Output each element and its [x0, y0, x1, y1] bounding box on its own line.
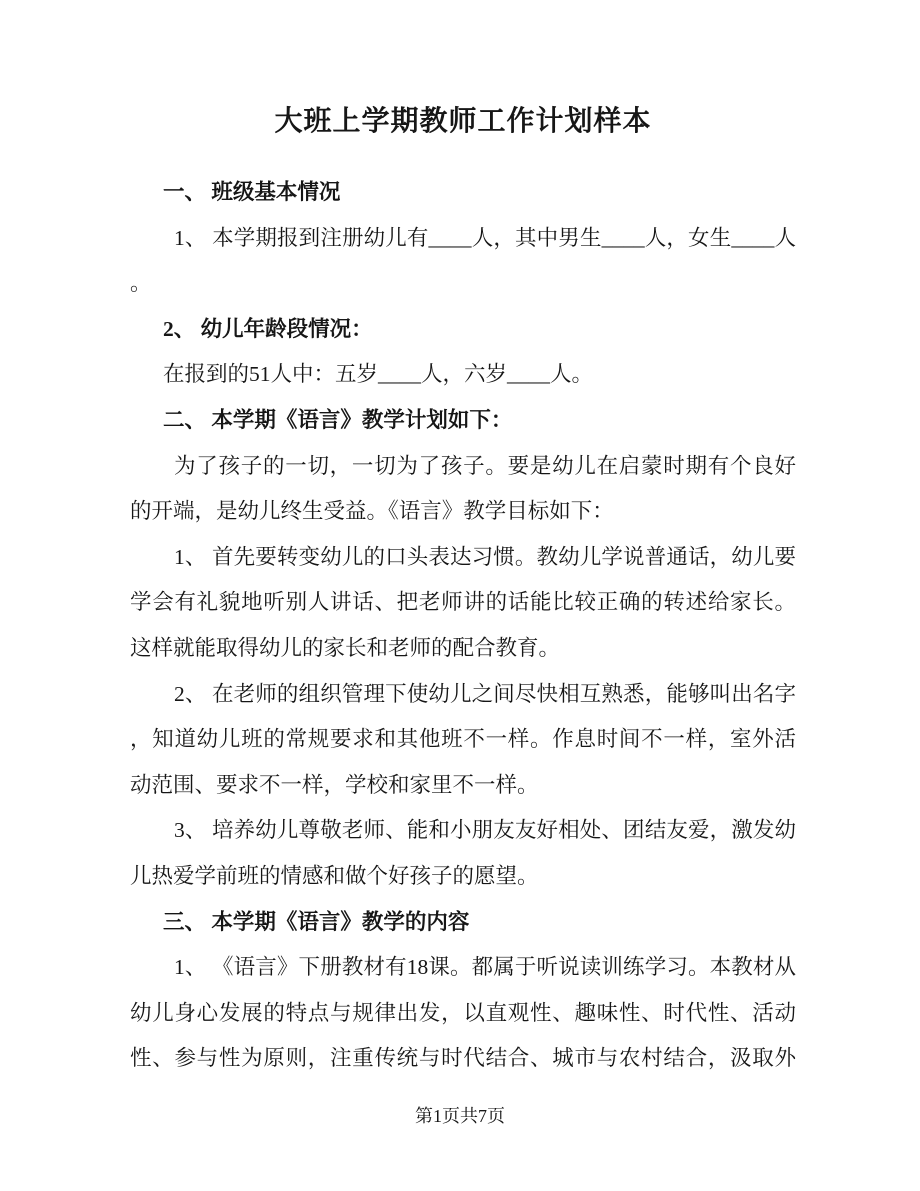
section-heading: 2、 幼儿年龄段情况： — [163, 316, 373, 341]
text-line: 3、 培养幼儿尊敬老师、能和小朋友友好相处、团结友爱，激发幼 — [174, 818, 796, 843]
text-line: 。 — [130, 271, 152, 296]
text-line: 这样就能取得幼儿的家长和老师的配合教育。 — [130, 635, 561, 660]
text-line: 在报到的51人中：五岁____人，六岁____人。 — [163, 362, 594, 387]
section-heading: 三、 本学期《语言》教学的内容 — [163, 909, 470, 934]
text-line: 2、 在老师的组织管理下使幼儿之间尽快相互熟悉，能够叫出名字 — [174, 681, 796, 706]
text-line: 学会有礼貌地听别人讲话、把老师讲的话能比较正确的转述给家长。 — [130, 590, 796, 615]
text-line: 为了孩子的一切，一切为了孩子。要是幼儿在启蒙时期有个良好 — [174, 453, 796, 478]
document-body — [130, 170, 796, 1082]
text-line: 1、 本学期报到注册幼儿有____人，其中男生____人，女生____人 — [174, 225, 796, 250]
text-line: 幼儿身心发展的特点与规律出发，以直观性、趣味性、时代性、活动 — [130, 1000, 796, 1025]
section-heading: 一、 班级基本情况 — [163, 180, 341, 204]
section-heading: 二、 本学期《语言》教学计划如下： — [163, 407, 513, 432]
text-line: 动范围、要求不一样，学校和家里不一样。 — [130, 772, 539, 797]
text-line: 1、 《语言》下册教材有18课。都属于听说读训练学习。本教材从 — [174, 955, 796, 980]
text-line: ，知道幼儿班的常规要求和其他班不一样。作息时间不一样，室外活 — [130, 727, 796, 752]
document-content — [130, 96, 796, 1082]
text-line: 的开端，是幼儿终生受益。《语言》教学目标如下： — [130, 499, 614, 524]
page-footer: 第1页共7页 — [415, 1106, 505, 1126]
document-title: 大班上学期教师工作计划样本 — [274, 106, 652, 137]
text-line: 儿热爱学前班的情感和做个好孩子的愿望。 — [130, 863, 539, 888]
text-line: 1、 首先要转变幼儿的口头表达习惯。教幼儿学说普通话，幼儿要 — [174, 544, 796, 569]
text-line: 性、参与性为原则，注重传统与时代结合、城市与农村结合，汲取外 — [130, 1046, 796, 1071]
